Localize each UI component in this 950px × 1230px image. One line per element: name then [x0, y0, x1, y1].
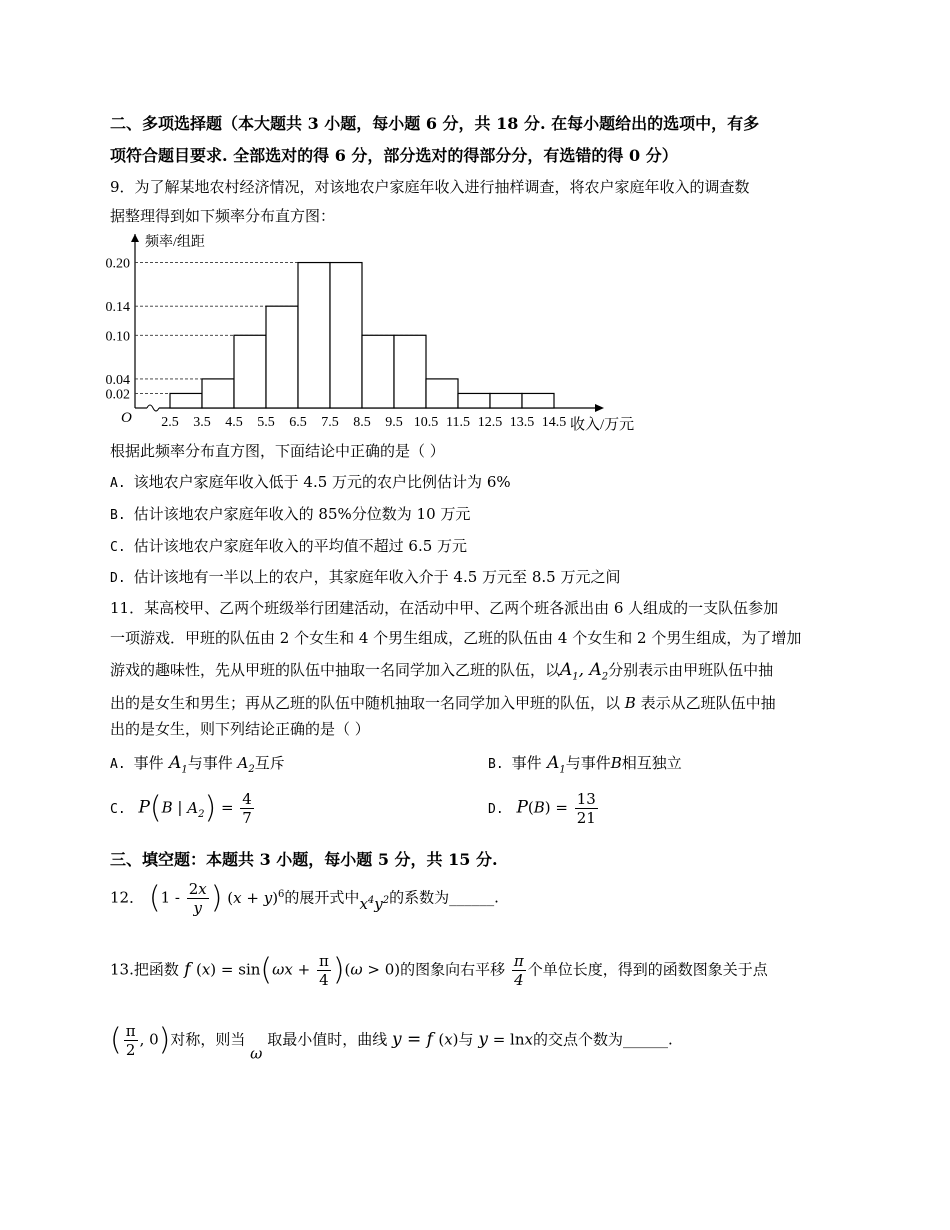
- option-text: 该地农户家庭年收入低于 4.5 万元的农户比例估计为 6%: [133, 473, 511, 491]
- fraction: [187, 880, 209, 917]
- y-tick-label: 0.10: [105, 329, 130, 345]
- math-b: B: [161, 798, 173, 817]
- math-b: B: [533, 798, 545, 817]
- histogram-bar: [266, 306, 298, 408]
- math-paren: ): [158, 1022, 171, 1058]
- math-curve-ln: y: [478, 1029, 488, 1050]
- q11-line2: 一项游戏．甲班的队伍由 2 个女生和 4 个男生组成，乙班的队伍由 4 个女生和 2 个男生组成，为了增加: [110, 629, 802, 647]
- option-label: C.: [110, 801, 126, 817]
- math-omega: ω: [245, 1044, 268, 1063]
- origin-label: O: [121, 410, 132, 426]
- fraction-numerator: π: [318, 952, 329, 970]
- q11-option-d: D. P(B) = $\frac{13}{21}$: [488, 790, 596, 827]
- math-b: B: [620, 694, 641, 712]
- math-paren: (: [148, 880, 161, 916]
- histogram-bar: [170, 393, 202, 408]
- math-paren: (: [110, 1022, 122, 1058]
- option-text: 相互独立: [621, 754, 682, 772]
- y-tick-label: 0.14: [105, 300, 130, 316]
- histogram-bar: [234, 335, 266, 408]
- option-text: 估计该地农户家庭年收入的平均值不超过 6.5 万元: [133, 537, 468, 555]
- fraction-numerator: π: [125, 1022, 136, 1040]
- q13-text-b: 的图象向右平移: [400, 960, 506, 979]
- y-tick-label: 0.04: [105, 372, 130, 388]
- q9-option-d: [110, 567, 620, 589]
- x-tick-label: 12.5: [477, 415, 503, 430]
- fraction-denominator: 21: [576, 809, 596, 827]
- math-b: B: [610, 754, 622, 772]
- histogram-bar: [490, 393, 522, 408]
- option-label: D.: [488, 801, 504, 817]
- x-axis-arrow: [595, 404, 604, 412]
- x-tick-label: 11.5: [446, 415, 470, 430]
- option-text: 与事件: [565, 754, 611, 772]
- fraction-numerator: 2x: [188, 880, 207, 898]
- option-label: B.: [488, 757, 504, 772]
- math-prob-b: P: [516, 797, 528, 818]
- math-a1-a2: $A_1$, $A_2$: [560, 660, 609, 683]
- x-tick-label: 3.5: [193, 415, 211, 430]
- option-text: 估计该地有一半以上的农户，其家庭年收入介于 4.5 万元至 8.5 万元之间: [133, 568, 621, 586]
- math-f-x: f: [178, 959, 196, 980]
- q9-question: 根据此频率分布直方图，下面结论中正确的是（ ）: [110, 442, 445, 460]
- y-axis-arrow: [131, 234, 139, 242]
- x-tick-label: 2.5: [161, 415, 179, 430]
- x-tick-label: 6.5: [289, 415, 307, 430]
- fraction: [240, 790, 254, 827]
- y-tick-label: 0.02: [105, 387, 130, 403]
- histogram-bar: [426, 379, 458, 408]
- option-text: 互斥: [254, 754, 285, 772]
- fraction-denominator: 4: [514, 971, 524, 989]
- math-paren: ): [204, 790, 217, 826]
- math-a2: $A_2$: [187, 798, 205, 820]
- fraction: [124, 1022, 138, 1059]
- section2-heading-line2: 项符合题目要求. 全部选对的得 6 分，部分选对的得部分分，有选错的得 0 分）: [110, 146, 678, 165]
- histogram-bar: [202, 379, 234, 408]
- q11-line3-text-a: 游戏的趣味性，先从甲班的队伍中抽取一名同学加入乙班的队伍，以: [110, 661, 561, 679]
- fraction-denominator: 7: [242, 809, 252, 827]
- math-paren: (: [149, 790, 162, 826]
- axis-break-mark: [147, 405, 159, 411]
- q11-option-a: [110, 753, 285, 780]
- math-a2: $A_2$: [232, 754, 255, 775]
- fraction: [317, 952, 331, 989]
- q12-text-b: 的系数为______.: [389, 888, 499, 907]
- histogram-bar: [458, 393, 490, 408]
- option-text: 估计该地农户家庭年收入的 85%分位数为 10 万元: [133, 505, 471, 523]
- q13-line1: 13.把函数 f (x) = sin(ωx + $\frac{\pi}{4}$ )(ω > 0)的图象向右平移 $\frac{\pi}{4}$ 个单位长度，得到的函数图象关于点: [110, 952, 768, 989]
- option-text: 与事件: [187, 754, 233, 772]
- section3-heading: 三、填空题：本题共 3 小题，每小题 5 分，共 15 分.: [110, 850, 498, 869]
- q13-text-d: 对称，则当: [170, 1030, 246, 1049]
- x-tick-label: 13.5: [509, 415, 535, 430]
- y-axis-label: 频率/组距: [145, 235, 205, 250]
- q11-line3-text-b: 分别表示由甲班队伍中抽: [608, 661, 774, 679]
- fraction-denominator: y: [193, 899, 202, 917]
- x-tick-label: 7.5: [321, 415, 339, 430]
- x-axis-label: 收入/万元: [570, 417, 635, 433]
- q11-line4-text-b: 表示从乙班队伍中抽: [640, 694, 776, 712]
- option-label: C.: [110, 540, 126, 555]
- q13-text-c: 个单位长度，得到的函数图象关于点: [527, 960, 768, 979]
- q13-text-e: 取最小值时，曲线: [267, 1030, 388, 1049]
- math-paren: (: [260, 952, 273, 988]
- math-a1: $A_1$: [541, 753, 566, 776]
- frequency-histogram: [100, 228, 660, 438]
- q12-number: 12．: [110, 888, 145, 907]
- option-label: A.: [110, 757, 126, 772]
- q13-line2: ( $\frac{\pi}{2}$ , 0)对称，则当 ω 取最小值时，曲线 y = f (x)与 y = lnx的交点个数为______.: [110, 1022, 673, 1063]
- fraction-numerator: 4: [242, 790, 252, 808]
- x-tick-label: 14.5: [541, 415, 567, 430]
- q11-line4-text-a: 出的是女生和男生；再从乙班的队伍中随机抽取一名同学加入甲班的队伍，以: [110, 694, 621, 712]
- q9-option-a: [110, 472, 511, 494]
- fraction-denominator: 2: [125, 1041, 136, 1059]
- q13-text-f: 与: [458, 1030, 474, 1049]
- x-tick-label: 8.5: [353, 415, 371, 430]
- q9-stem-line2: 据整理得到如下频率分布直方图：: [110, 207, 336, 225]
- math-a1: $A_1$: [163, 753, 188, 776]
- math-paren: ): [210, 880, 223, 916]
- fraction-numerator: π: [513, 952, 524, 970]
- math-binomial: $(x + y)^6$: [227, 888, 285, 907]
- histogram-bar: [522, 393, 554, 408]
- math-bar: |: [172, 798, 188, 817]
- math-monomial: $x^4y^2$: [359, 894, 390, 913]
- option-label: B.: [110, 508, 126, 523]
- math-curve-f: y = f: [391, 1029, 439, 1050]
- q13-text-g: 的交点个数为______.: [532, 1030, 673, 1049]
- q11-line3: [110, 660, 773, 687]
- math-paren: ): [332, 952, 345, 988]
- histogram-bar: [330, 263, 362, 408]
- histogram-bar: [298, 263, 330, 408]
- math-conditional-prob: P: [138, 797, 150, 818]
- fraction-denominator: 4: [319, 971, 329, 989]
- histogram-bar: [394, 335, 426, 408]
- q12-text-a: 的展开式中: [284, 888, 360, 907]
- option-label: A.: [110, 476, 126, 491]
- q11-option-b: [488, 753, 682, 780]
- q9-option-c: [110, 536, 467, 558]
- histogram-bar: [362, 335, 394, 408]
- q11-line5: 出的是女生，则下列结论正确的是（ ）: [110, 720, 370, 738]
- x-tick-label: 4.5: [225, 415, 243, 430]
- y-tick-label: 0.20: [105, 256, 130, 272]
- section2-heading-line1: 二、多项选择题（本大题共 3 小题，每小题 6 分，共 18 分. 在每小题给出的选项中，有多: [110, 114, 760, 133]
- q9-stem-line1: 9．为了解某地农村经济情况，对该地农户家庭年收入进行抽样调查，将农户家庭年收入的调查数: [110, 178, 750, 196]
- q12-line: 12． (1 - $\frac{2x}{y}$ ) $(x + y)^6$的展开式中$x^4y^2$的系数为______.: [110, 880, 499, 917]
- fraction: [575, 790, 598, 827]
- x-tick-label: 10.5: [413, 415, 439, 430]
- q11-line4: [110, 693, 776, 713]
- q11-option-c: C. P(B | $A_2$) = $\frac{4}{7}$: [110, 790, 252, 827]
- x-tick-label: 9.5: [385, 415, 403, 430]
- option-label: D.: [110, 571, 126, 586]
- q13-text-a: 13.把函数: [110, 960, 179, 979]
- fraction: [512, 952, 526, 989]
- x-tick-label: 5.5: [257, 415, 275, 430]
- q9-option-b: [110, 504, 470, 526]
- option-text: 事件: [511, 754, 542, 772]
- q11-line1: 11．某高校甲、乙两个班级举行团建活动，在活动中甲、乙两个班各派出由 6 人组成的一支队伍参加: [110, 599, 779, 617]
- option-text: 事件: [133, 754, 164, 772]
- fraction-numerator: 13: [576, 790, 596, 808]
